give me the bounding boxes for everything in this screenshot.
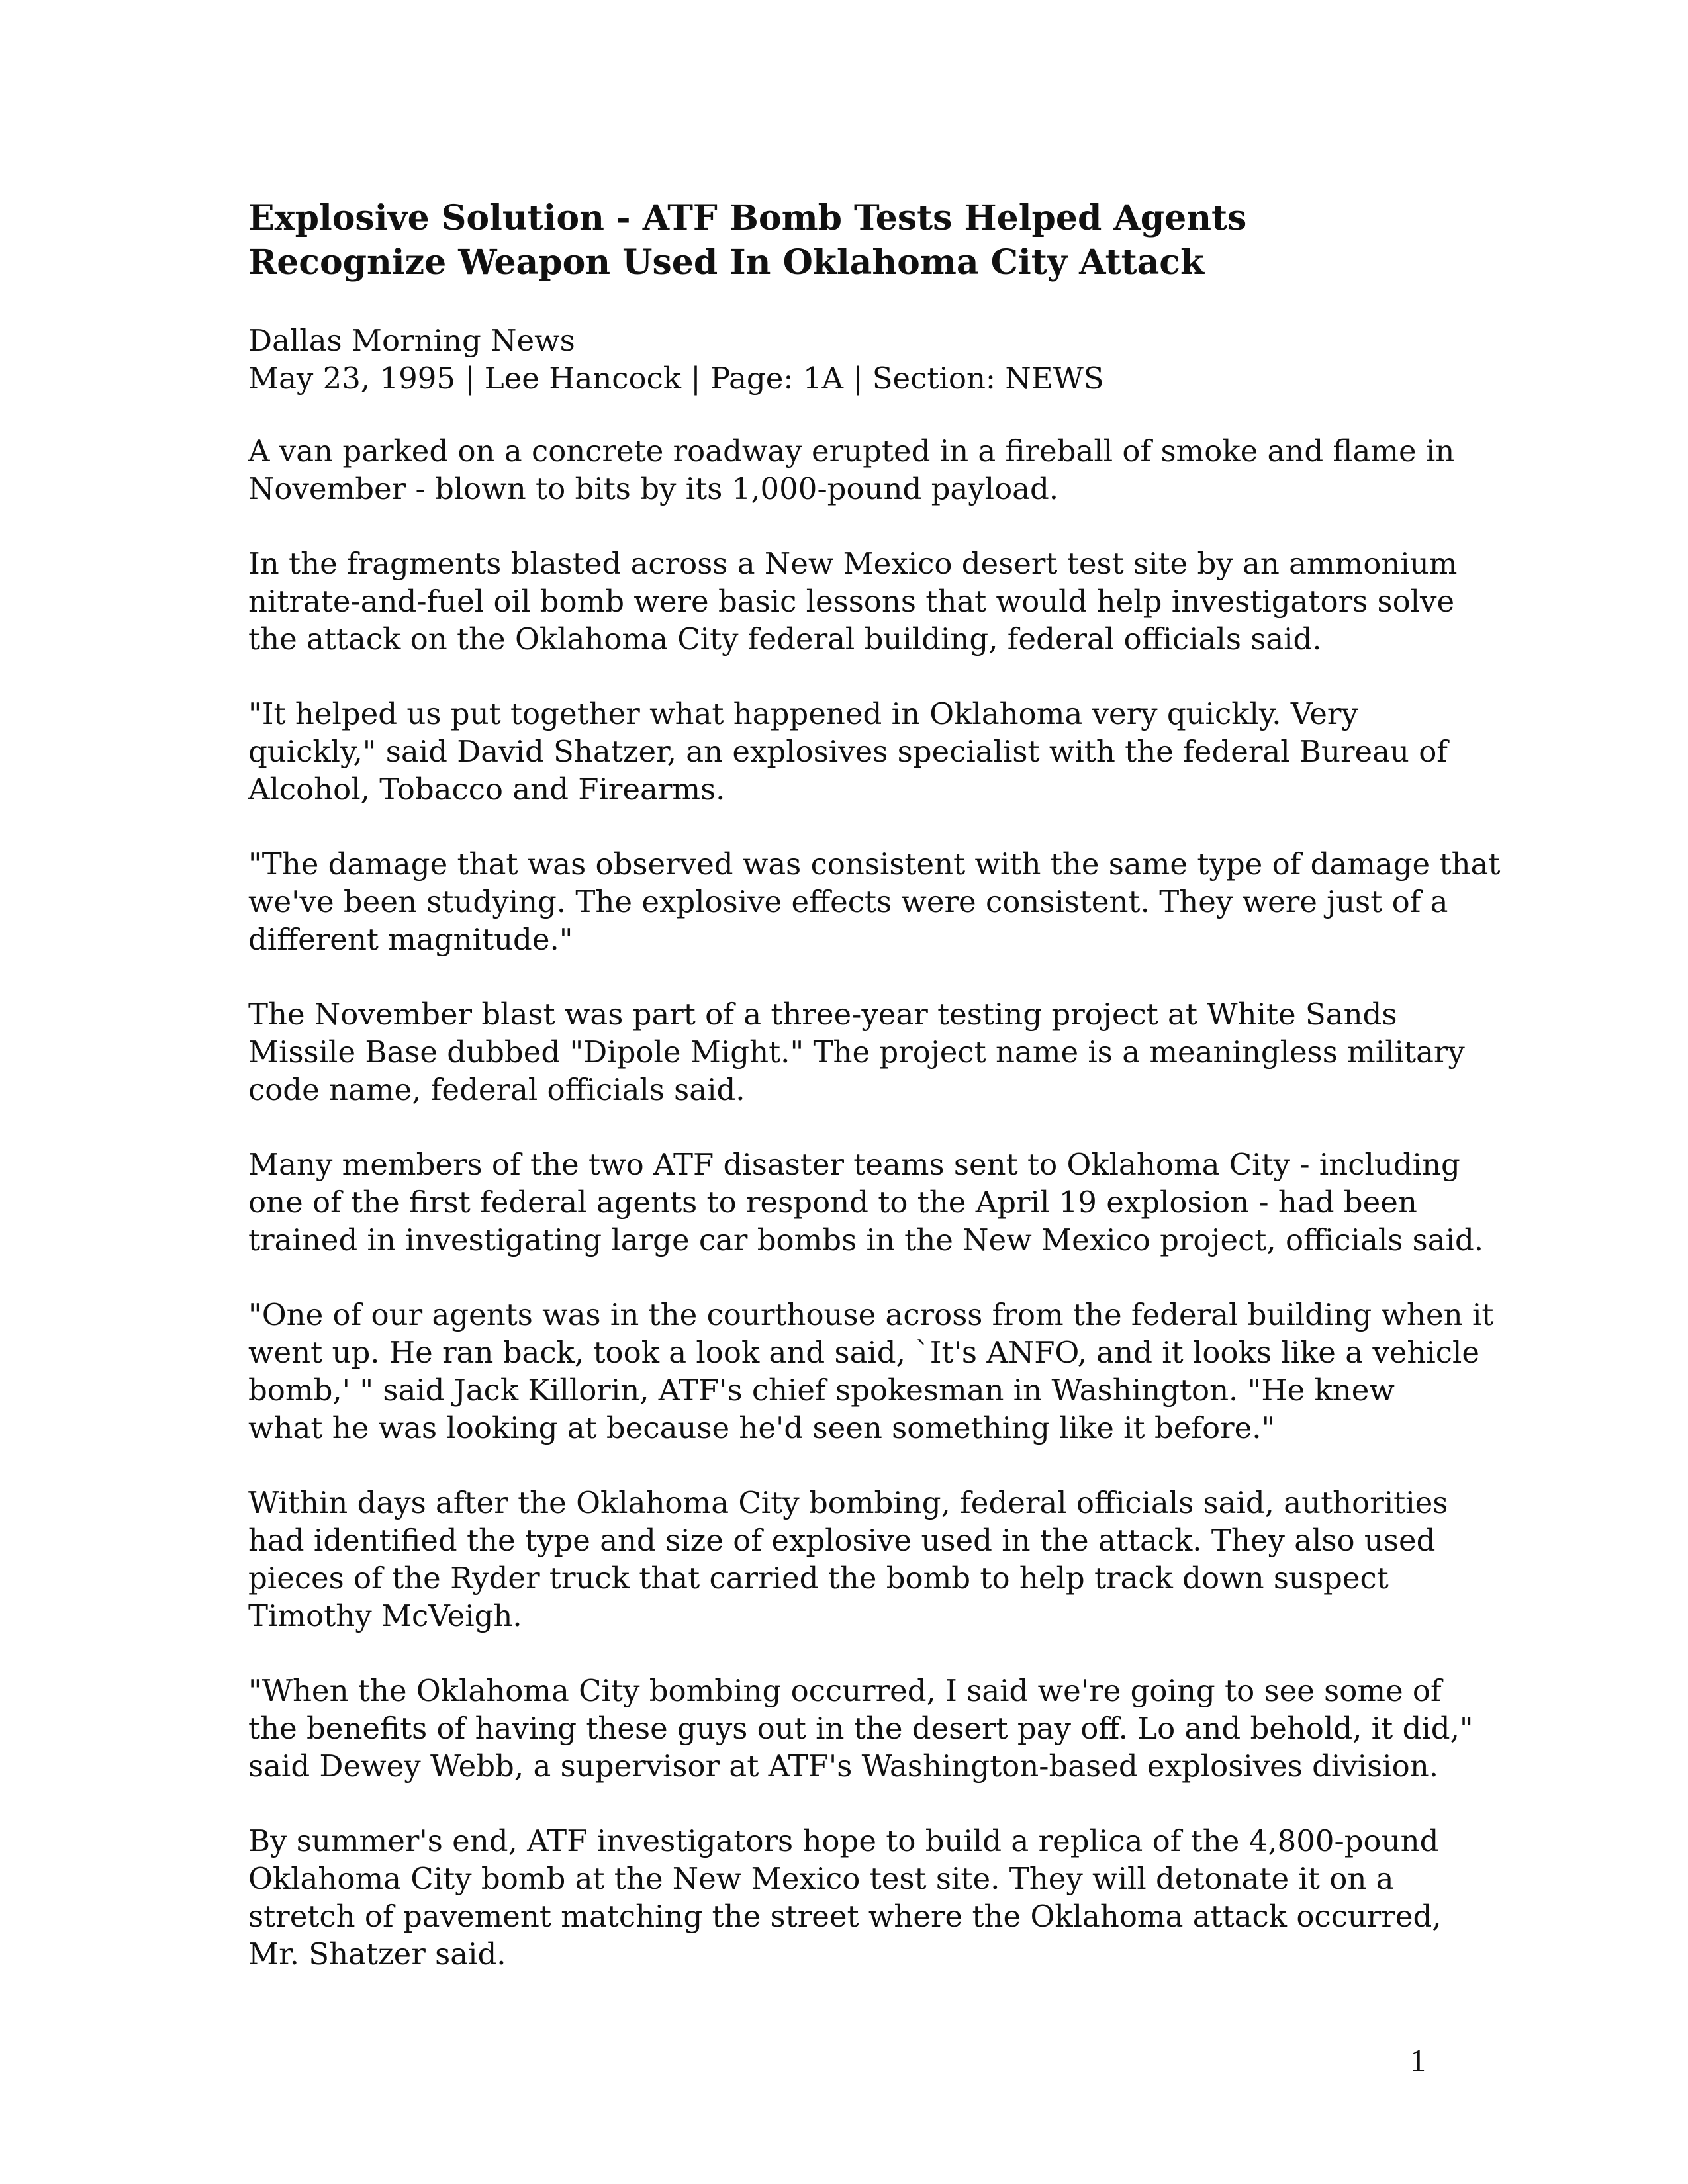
paragraph-line: By summer's end, ATF investigators hope to build a replica of the 4,800-pound: [248, 1823, 1439, 1858]
paragraph-line: said Dewey Webb, a supervisor at ATF's Washington-based explosives division.: [248, 1749, 1439, 1784]
paragraph-line: Mr. Shatzer said.: [248, 1936, 506, 1972]
paragraph-line: "When the Oklahoma City bombing occurred, I said we're going to see some of: [248, 1673, 1442, 1708]
paragraph-line: "One of our agents was in the courthouse across from the federal building when it: [248, 1297, 1494, 1332]
paragraph-line: we've been studying. The explosive effects were consistent. They were just of a: [248, 884, 1448, 919]
paragraph: [248, 545, 1458, 658]
paragraph: [248, 1484, 1453, 1635]
page-number: 1: [1410, 2043, 1426, 2078]
paragraph: [248, 1296, 1494, 1447]
paragraph-line: November - blown to bits by its 1,000-pound payload.: [248, 471, 1059, 506]
paragraph: [248, 1146, 1484, 1259]
paragraph-line: what he was looking at because he'd seen something like it before.": [248, 1410, 1276, 1445]
paragraph-line: nitrate-and-fuel oil bomb were basic lessons that would help investigators solve: [248, 584, 1455, 619]
paragraph: [248, 995, 1465, 1109]
paragraph-line: bomb,' " said Jack Killorin, ATF's chief spokesman in Washington. "He knew: [248, 1373, 1395, 1408]
paragraph: [248, 695, 1453, 808]
paragraph-line: quickly," said David Shatzer, an explosives specialist with the federal Bureau of: [248, 734, 1448, 769]
paragraph-line: code name, federal officials said.: [248, 1072, 745, 1107]
paragraph-line: Many members of the two ATF disaster teams sent to Oklahoma City - including: [248, 1147, 1460, 1182]
headline-line: Recognize Weapon Used In Oklahoma City Attack: [248, 242, 1204, 283]
paragraph-line: trained in investigating large car bombs in the New Mexico project, officials said.: [248, 1222, 1484, 1257]
paragraph-line: Oklahoma City bomb at the New Mexico test site. They will detonate it on a: [248, 1861, 1394, 1896]
article-body: [248, 432, 1501, 2010]
paragraph-line: "It helped us put together what happened in Oklahoma very quickly. Very: [248, 696, 1358, 731]
paragraph-line: Within days after the Oklahoma City bombing, federal officials said, authorities: [248, 1485, 1448, 1520]
paragraph: [248, 1672, 1474, 1785]
article-headline: [248, 196, 1506, 285]
article-byline: May 23, 1995 | Lee Hancock | Page: 1A | Section: NEWS: [248, 361, 1104, 396]
paragraph-line: Timothy McVeigh.: [248, 1598, 522, 1633]
paragraph-line: had identified the type and size of explosive used in the attack. They also used: [248, 1523, 1436, 1558]
paragraph: [248, 1822, 1453, 1973]
paragraph: [248, 845, 1501, 958]
article-meta: [248, 322, 1104, 397]
paragraph-line: Alcohol, Tobacco and Firearms.: [248, 772, 726, 807]
paragraph-line: The November blast was part of a three-year testing project at White Sands: [248, 997, 1397, 1032]
paragraph-line: stretch of pavement matching the street where the Oklahoma attack occurred,: [248, 1899, 1442, 1934]
paragraph-line: A van parked on a concrete roadway erupted in a fireball of smoke and flame in: [248, 433, 1455, 469]
paragraph-line: the attack on the Oklahoma City federal building, federal officials said.: [248, 621, 1322, 657]
paragraph-line: one of the first federal agents to respond to the April 19 explosion - had been: [248, 1185, 1417, 1220]
paragraph-line: went up. He ran back, took a look and said, `It's ANFO, and it looks like a vehicle: [248, 1335, 1480, 1370]
paragraph: [248, 432, 1453, 508]
paragraph-line: "The damage that was observed was consistent with the same type of damage that: [248, 846, 1501, 882]
paragraph-line: the benefits of having these guys out in the desert pay off. Lo and behold, it did,": [248, 1711, 1474, 1746]
paragraph-line: pieces of the Ryder truck that carried the bomb to help track down suspect: [248, 1561, 1389, 1596]
headline-line: Explosive Solution - ATF Bomb Tests Helped Agents: [248, 198, 1247, 238]
publication-name: Dallas Morning News: [248, 323, 575, 358]
paragraph-line: In the fragments blasted across a New Mexico desert test site by an ammonium: [248, 546, 1458, 581]
paragraph-line: Missile Base dubbed "Dipole Might." The project name is a meaningless military: [248, 1034, 1465, 1069]
paragraph-line: different magnitude.": [248, 922, 573, 957]
